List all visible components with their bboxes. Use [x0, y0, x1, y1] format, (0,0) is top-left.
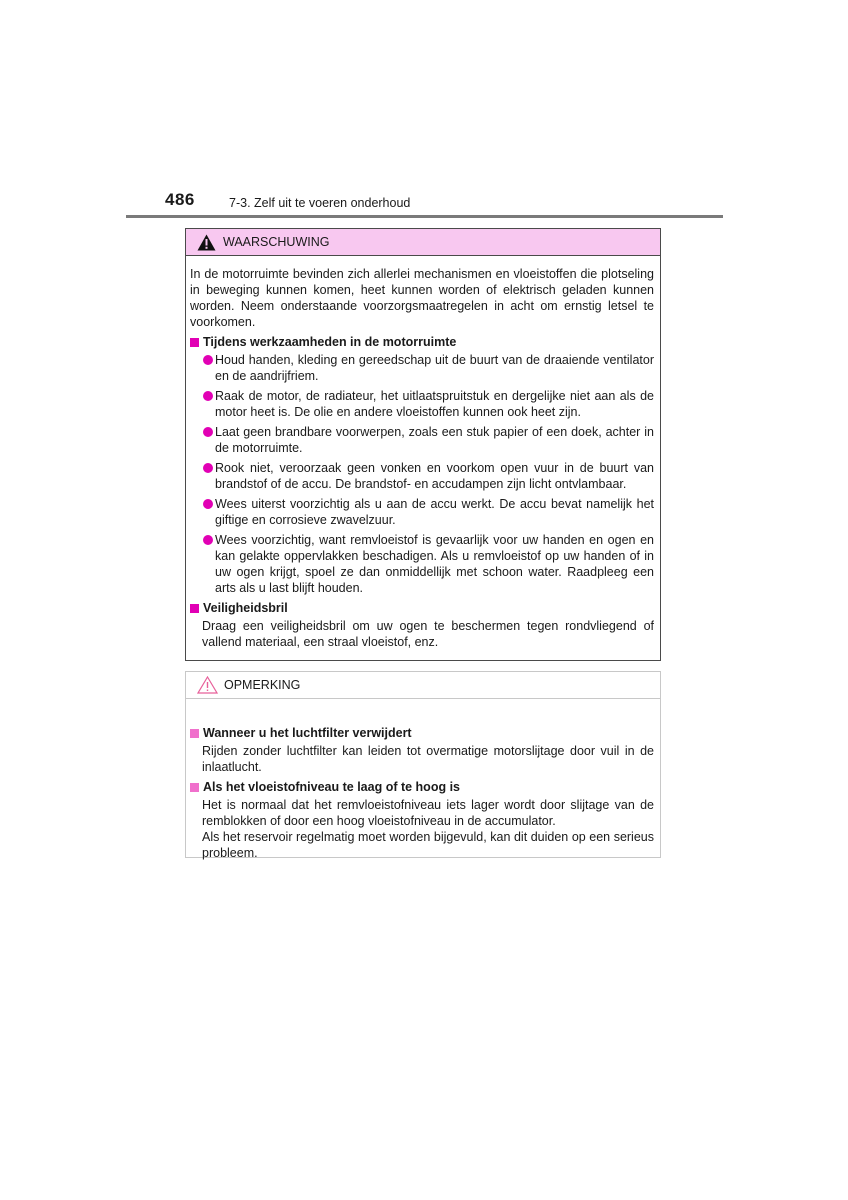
square-bullet-icon	[190, 729, 199, 738]
warning-triangle-icon	[197, 234, 216, 251]
note-content	[186, 699, 660, 861]
warning-title: WAARSCHUWING	[223, 235, 330, 249]
air-filter-text: Rijden zonder luchtfilter kan leiden tot overmatige motorslijtage door vuil in de inlaatlucht.	[202, 744, 654, 774]
bullet-dot-icon	[203, 463, 213, 473]
section-title: 7-3. Zelf uit te voeren onderhoud	[229, 196, 411, 210]
square-bullet-icon	[190, 338, 199, 347]
subheading-air-filter: Wanneer u het luchtfilter verwijdert	[190, 725, 654, 741]
square-bullet-icon	[190, 783, 199, 792]
warning-box	[185, 228, 661, 661]
bullet-dot-icon	[203, 499, 213, 509]
warning-header	[186, 229, 660, 256]
bullet-dot-icon	[203, 535, 213, 545]
note-header	[186, 672, 660, 699]
subheading-fluid-level: Als het vloeistofniveau te laag of te hoog is	[190, 779, 654, 795]
list-item: Wees voorzichtig, want remvloeistof is gevaarlijk voor uw handen en ogen en kan gelakte oppervlakken beschadigen. Als u remvloeistof op uw handen of in uw ogen krijgt, spoel ze dan onmiddellijk met schoon water. Raadpleeg een arts als u last blijft houden.	[190, 532, 654, 596]
fluid-level-text-2: Als het reservoir regelmatig moet worden bijgevuld, kan dit duiden op een serieus probleem.	[202, 830, 654, 860]
note-box	[185, 671, 661, 858]
header-divider	[126, 215, 723, 218]
fluid-level-text-1: Het is normaal dat het remvloeistofniveau iets lager wordt door slijtage van de remblokken of door een hoog vloeistofniveau in de accumulator.	[202, 798, 654, 828]
caution-triangle-icon	[197, 676, 218, 694]
list-item: Raak de motor, de radiateur, het uitlaatspruitstuk en dergelijke niet aan als de motor heet is. De olie en andere vloeistoffen kunnen ook heet zijn.	[190, 388, 654, 420]
subheading-safety-glasses: Veiligheidsbril	[190, 600, 654, 616]
list-item: Rook niet, veroorzaak geen vonken en voorkom open vuur in de buurt van brandstof of de accu. De brandstof- en accudampen zijn licht ontvlambaar.	[190, 460, 654, 492]
warning-content	[186, 256, 660, 650]
note-title: OPMERKING	[224, 678, 301, 692]
list-item: Wees uiterst voorzichtig als u aan de accu werkt. De accu bevat namelijk het giftige en corrosieve zwavelzuur.	[190, 496, 654, 528]
engine-work-list	[190, 352, 654, 596]
bullet-dot-icon	[203, 427, 213, 437]
page-number: 486	[165, 190, 195, 209]
list-item: Houd handen, kleding en gereedschap uit de buurt van de draaiende ventilator en de aandrijfriem.	[190, 352, 654, 384]
bullet-dot-icon	[203, 391, 213, 401]
warning-intro: In de motorruimte bevinden zich allerlei mechanismen en vloeistoffen die plotseling in beweging kunnen komen, heet kunnen worden of elektrisch geladen kunnen worden. Neem onderstaande voorzorgsmaatregelen in acht om ernstig letsel te voorkomen.	[190, 267, 654, 329]
safety-glasses-text: Draag een veiligheidsbril om uw ogen te beschermen tegen rondvliegend of vallend materiaal, een straal vloeistof, enz.	[202, 619, 654, 649]
list-item: Laat geen brandbare voorwerpen, zoals een stuk papier of een doek, achter in de motorruimte.	[190, 424, 654, 456]
bullet-dot-icon	[203, 355, 213, 365]
subheading-engine-work: Tijdens werkzaamheden in de motorruimte	[190, 334, 654, 350]
square-bullet-icon	[190, 604, 199, 613]
